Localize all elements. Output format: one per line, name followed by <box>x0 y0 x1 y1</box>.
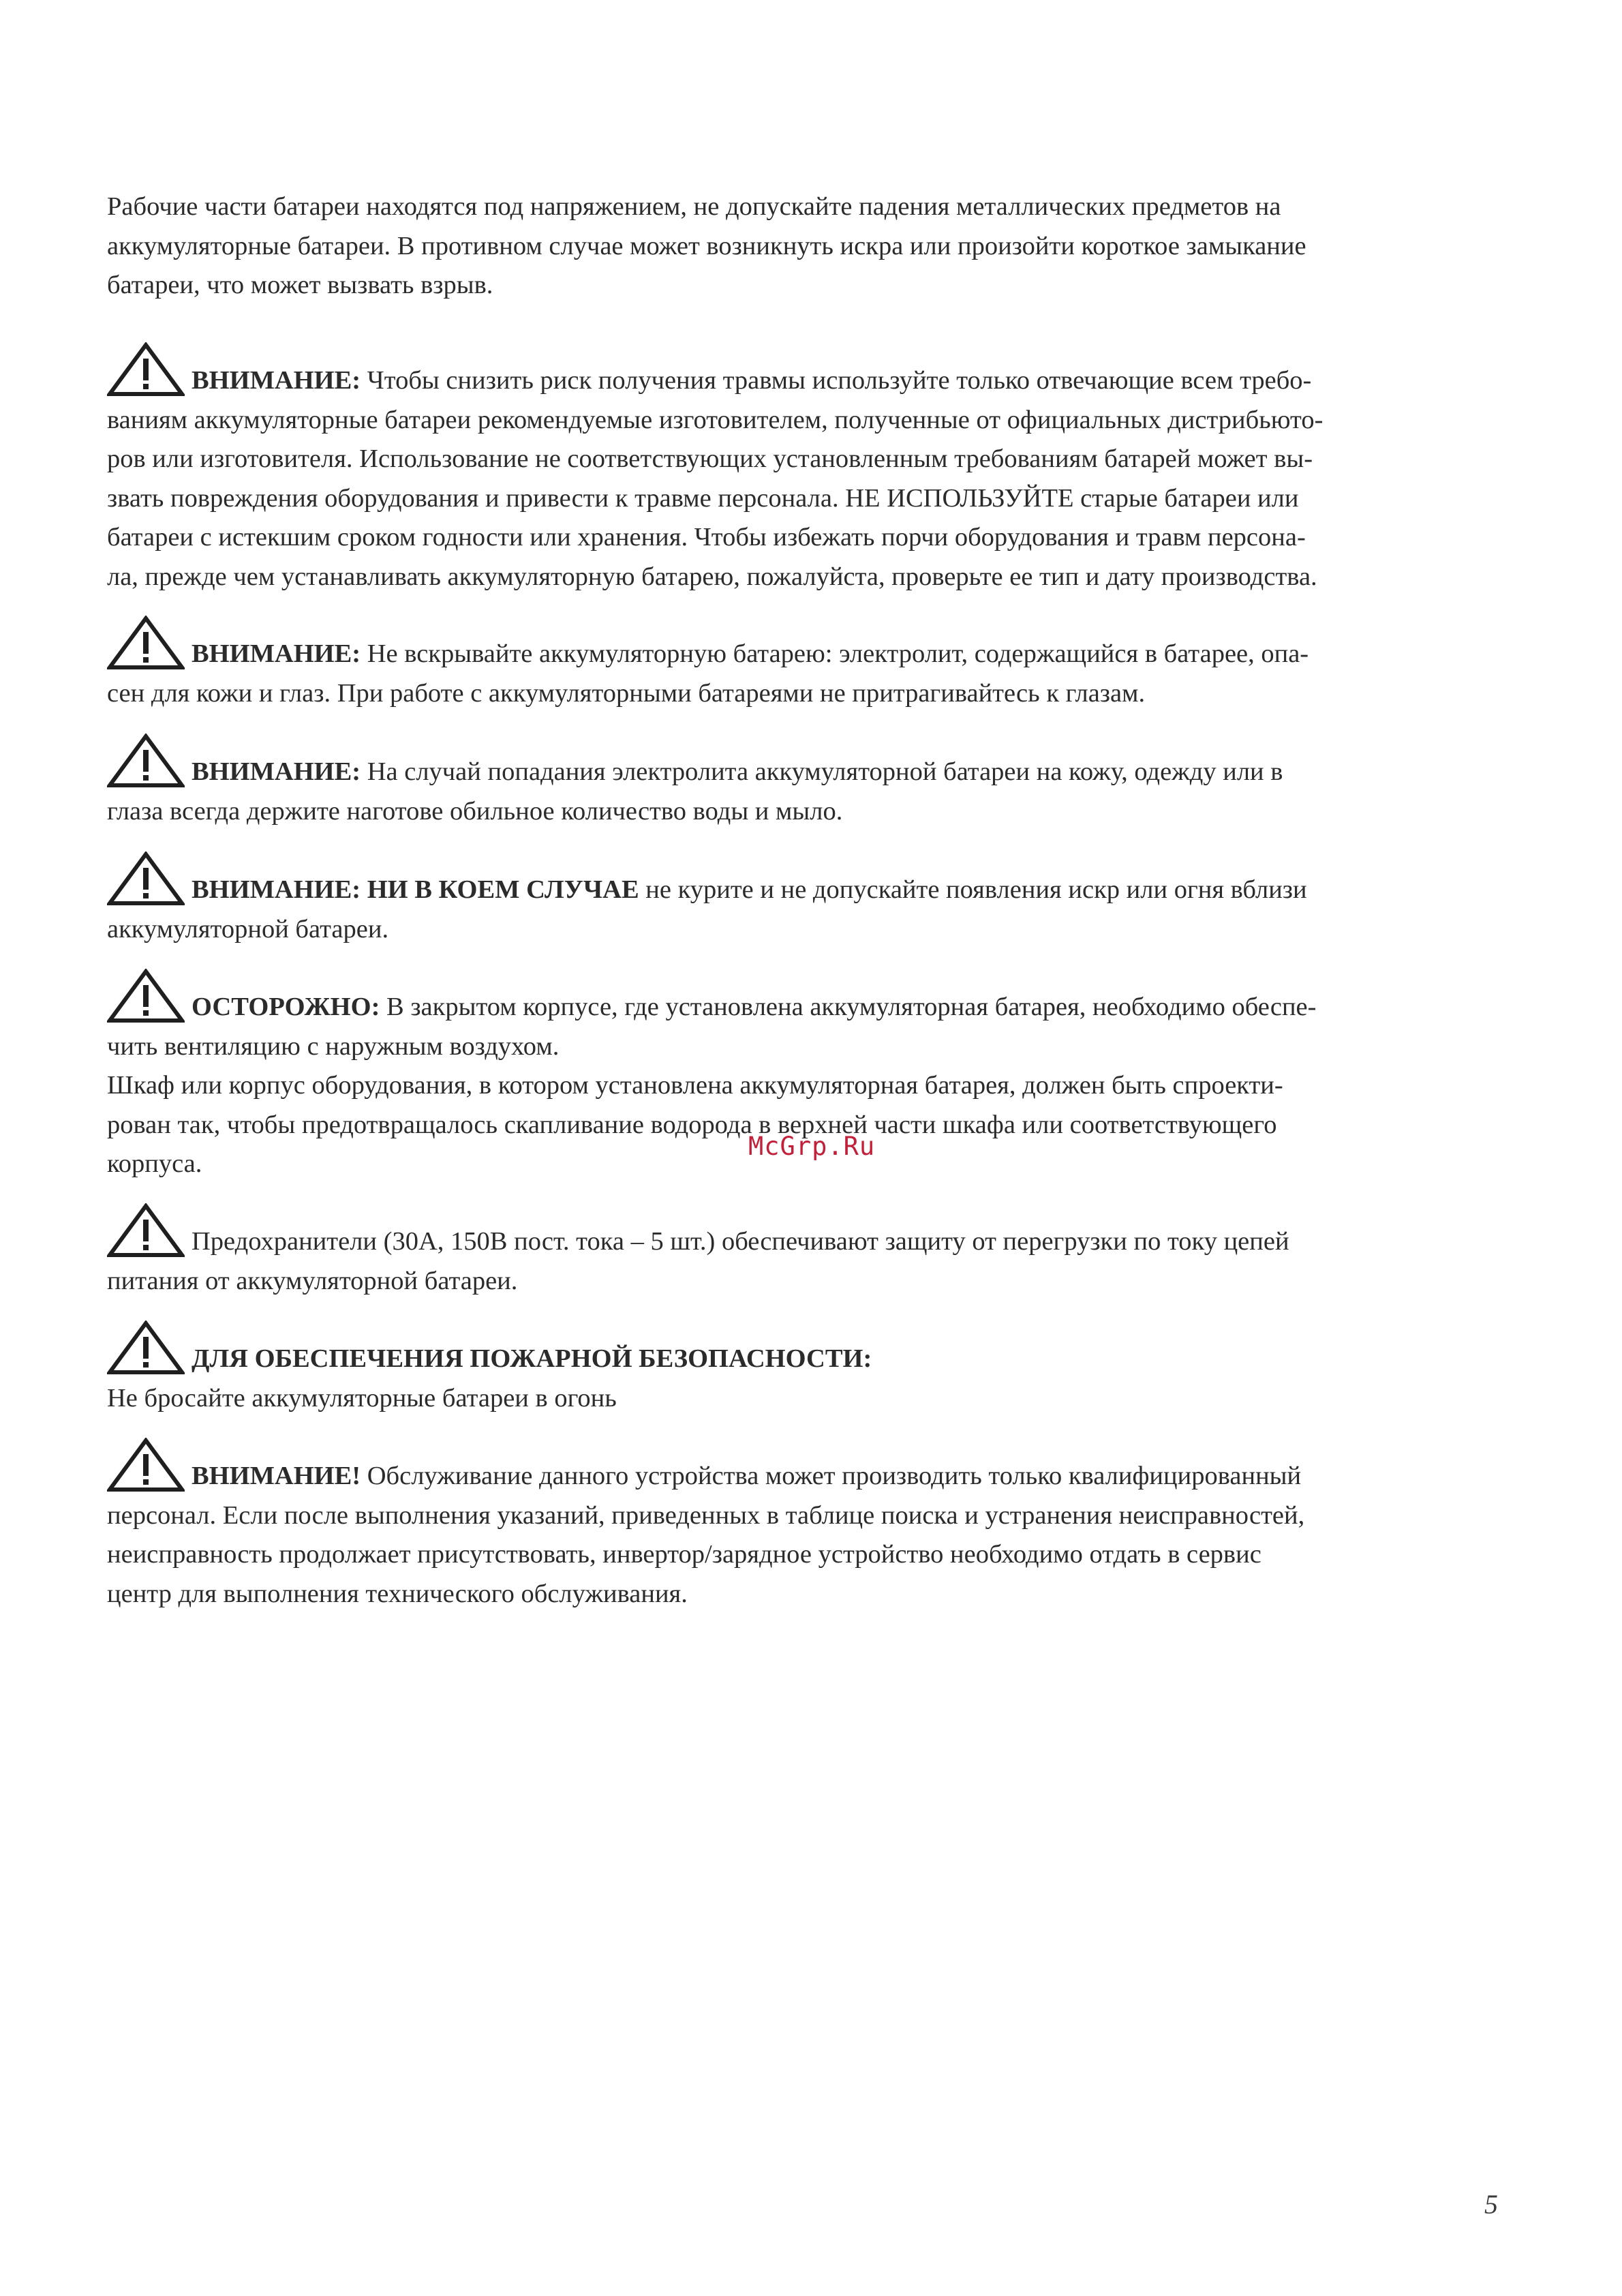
warning-text: Не вскрывайте аккумуляторную батарею: электролит, содержащийся в батарее, опа- <box>361 639 1309 668</box>
warning-do-not-open <box>107 616 1504 713</box>
warning-text: не курите и не допускайте появления искр или огня вблизи <box>639 875 1307 904</box>
warning-lead: ВНИМАНИЕ: <box>192 639 361 668</box>
warning-text: На случай попадания электролита аккумуляторной батареи на кожу, одежду или в <box>361 757 1283 786</box>
warning-fire-safety <box>107 1320 1504 1418</box>
warning-lead: ВНИМАНИЕ! <box>192 1462 361 1490</box>
warning-lead: ДЛЯ ОБЕСПЕЧЕНИЯ ПОЖАРНОЙ БЕЗОПАСНОСТИ: <box>192 1344 872 1373</box>
warning-line: глаза всегда держите наготове обильное количество воды и мыло. <box>107 796 843 826</box>
warning-lead: ОСТОРОЖНО: <box>192 993 380 1021</box>
warning-line: звать повреждения оборудования и привести к травме персонала. НЕ ИСПОЛЬЗУЙТЕ старые батареи или <box>107 483 1299 513</box>
intro-line: аккумуляторные батареи. В противном случае может возникнуть искра или произойти короткое замыкание <box>107 231 1306 260</box>
warning-triangle-icon <box>107 1438 185 1492</box>
warning-text: Обслуживание данного устройства может производить только квалифицированный <box>361 1462 1302 1490</box>
warning-line: рован так, чтобы предотвращалось скапливание водорода в верхней части шкафа или соответствующего <box>107 1110 1277 1139</box>
warning-triangle-icon <box>107 1203 185 1258</box>
page-number: 5 <box>1484 2189 1498 2220</box>
warning-line: персонал. Если после выполнения указаний, приведенных в таблице поиска и устранения неисправностей, <box>107 1500 1305 1530</box>
warning-line: сен для кожи и глаз. При работе с аккумуляторными батареями не притрагивайтесь к глазам. <box>107 678 1146 708</box>
warning-line: корпуса. <box>107 1149 202 1178</box>
warning-line: батареи с истекшим сроком годности или хранения. Чтобы избежать порчи оборудования и травм персона- <box>107 523 1306 552</box>
warning-text: Чтобы снизить риск получения травмы используйте только отвечающие всем требо- <box>361 366 1312 395</box>
warning-triangle-icon <box>107 342 185 397</box>
warning-no-smoking <box>107 851 1504 949</box>
warning-line: центр для выполнения технического обслуживания. <box>107 1579 688 1608</box>
warning-line: Шкаф или корпус оборудования, в котором установлена аккумуляторная батарея, должен быть спроекти- <box>107 1071 1283 1100</box>
intro-line: батареи, что может вызвать взрыв. <box>107 271 493 299</box>
warning-line: чить вентиляцию с наружным воздухом. <box>107 1031 560 1061</box>
warning-triangle-icon <box>107 616 185 670</box>
warning-triangle-icon <box>107 734 185 788</box>
warning-line: Не бросайте аккумуляторные батареи в огонь <box>107 1383 617 1413</box>
warning-line: ваниям аккумуляторные батареи рекомендуемые изготовителем, полученные от официальных дистрибьюто- <box>107 405 1323 434</box>
warning-qualified-service <box>107 1438 1504 1614</box>
warning-triangle-icon <box>107 851 185 906</box>
warning-lead: ВНИМАНИЕ: <box>192 757 361 786</box>
warning-line: неисправность продолжает присутствовать, инвертор/зарядное устройство необходимо отдать в сервис <box>107 1540 1261 1569</box>
warning-line: ла, прежде чем устанавливать аккумуляторную батарею, пожалуйста, проверьте ее тип и дату производства. <box>107 562 1317 591</box>
warning-line: ров или изготовителя. Использование не соответствующих установленным требованиям батарей может вы- <box>107 444 1313 473</box>
warning-text: Предохранители (30А, 150В пост. тока – 5 шт.) обеспечивают защиту от перегрузки по току цепей <box>192 1227 1289 1256</box>
intro-line: Рабочие части батареи находятся под напряжением, не допускайте падения металлических предметов на <box>107 192 1281 221</box>
warning-fuses <box>107 1203 1504 1301</box>
intro-paragraph <box>107 187 1504 305</box>
warning-triangle-icon <box>107 969 185 1023</box>
warning-lead: ВНИМАНИЕ: НИ В КОЕМ СЛУЧАЕ <box>192 875 639 904</box>
warning-text: В закрытом корпусе, где установлена аккумуляторная батарея, необходимо обеспе- <box>380 993 1317 1021</box>
warning-triangle-icon <box>107 1320 185 1375</box>
warning-battery-requirements <box>107 342 1504 596</box>
warning-line: питания от аккумуляторной батареи. <box>107 1266 518 1295</box>
warning-line: аккумуляторной батареи. <box>107 914 389 943</box>
warning-electrolyte <box>107 734 1504 831</box>
watermark: McGrp.Ru <box>748 1132 876 1161</box>
warning-lead: ВНИМАНИЕ: <box>192 366 361 395</box>
